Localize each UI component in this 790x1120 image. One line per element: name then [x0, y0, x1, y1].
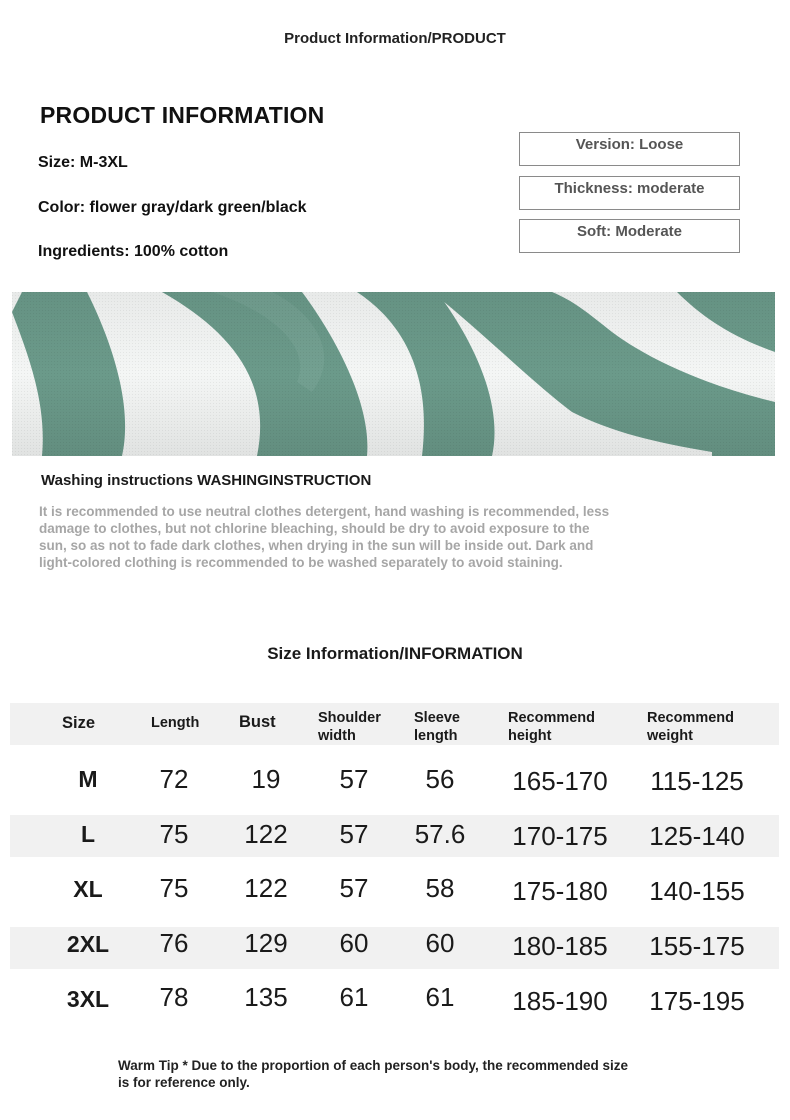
header-shoulder-width — [318, 709, 381, 745]
cell-weight: 115-125 — [650, 766, 744, 796]
cell-shoulder: 57 — [339, 873, 369, 903]
cell-weight: 155-175 — [649, 931, 745, 961]
attr-thickness — [519, 176, 740, 210]
attr-soft-label: Soft: Moderate — [577, 223, 682, 240]
cell-sleeve: 61 — [425, 982, 455, 1012]
cell-bust: 19 — [251, 764, 281, 794]
cell-shoulder: 60 — [339, 928, 369, 958]
header-bust: Bust — [239, 713, 276, 731]
cell-length: 78 — [159, 982, 189, 1012]
header-height-line2: height — [508, 728, 552, 744]
header-recommend-weight — [647, 709, 734, 745]
washing-line: damage to clothes, but not chlorine bleaching, should be dry to avoid exposure to the — [39, 521, 590, 536]
cell-bust: 129 — [244, 928, 288, 958]
header-height-line1: Recommend — [508, 710, 596, 726]
header-weight-line2: weight — [647, 728, 693, 744]
cell-weight: 140-155 — [649, 876, 745, 906]
warm-tip — [118, 1057, 698, 1091]
cell-sleeve: 60 — [425, 928, 455, 958]
header-size: Size — [62, 714, 96, 732]
warm-tip-line: Warm Tip * Due to the proportion of each person's body, the recommended size — [118, 1058, 629, 1073]
header-sleeve-line2: length — [414, 728, 458, 744]
header-sleeve-line1: Sleeve — [414, 710, 460, 726]
header-sleeve-length — [414, 709, 460, 745]
attr-version — [519, 132, 740, 166]
cell-height: 175-180 — [512, 876, 608, 906]
header-recommend-height — [508, 709, 595, 745]
washing-line: It is recommended to use neutral clothes detergent, hand washing is recommended, less — [39, 504, 610, 519]
cell-length: 75 — [159, 873, 189, 903]
page-title: Product Information/PRODUCT — [284, 30, 506, 47]
cell-shoulder: 61 — [339, 982, 369, 1012]
header-shoulder-line2: width — [318, 728, 356, 744]
cell-sleeve: 58 — [425, 873, 455, 903]
header-weight-line1: Recommend — [647, 710, 735, 726]
cell-length: 75 — [159, 819, 189, 849]
cell-size: M — [78, 766, 98, 792]
cell-bust: 122 — [244, 819, 288, 849]
attr-thickness-label: Thickness: moderate — [554, 180, 705, 197]
cell-size: XL — [73, 876, 103, 902]
washing-line: sun, so as not to fade dark clothes, when drying in the sun will be inside out. Dark and — [39, 538, 594, 553]
spec-color: Color: flower gray/dark green/black — [38, 199, 307, 216]
spec-size: Size: M-3XL — [38, 154, 128, 171]
cell-shoulder: 57 — [339, 764, 369, 794]
cell-shoulder: 57 — [339, 819, 369, 849]
spec-ingredients: Ingredients: 100% cotton — [38, 243, 229, 260]
cell-bust: 135 — [244, 982, 288, 1012]
washing-title: Washing instructions WASHINGINSTRUCTION — [41, 472, 372, 489]
product-heading: PRODUCT INFORMATION — [40, 102, 325, 128]
cell-weight: 175-195 — [649, 986, 745, 1016]
header-shoulder-line1: Shoulder — [318, 710, 381, 726]
cell-sleeve: 57.6 — [414, 819, 466, 849]
cell-height: 170-175 — [512, 821, 608, 851]
cell-weight: 125-140 — [649, 821, 745, 851]
cell-size: 2XL — [66, 931, 110, 957]
cell-sleeve: 56 — [425, 764, 455, 794]
cell-length: 76 — [159, 928, 189, 958]
cell-length: 72 — [159, 764, 189, 794]
cell-height: 180-185 — [512, 931, 608, 961]
attr-soft — [519, 219, 740, 253]
cell-height: 165-170 — [512, 766, 608, 796]
cell-size: L — [80, 821, 96, 847]
warm-tip-line: is for reference only. — [118, 1075, 250, 1090]
washing-body — [39, 503, 659, 571]
cell-bust: 122 — [244, 873, 288, 903]
cell-size: 3XL — [66, 986, 110, 1012]
washing-line: light-colored clothing is recommended to be washed separately to avoid staining. — [39, 555, 563, 570]
cell-height: 185-190 — [512, 986, 608, 1016]
attr-version-label: Version: Loose — [575, 136, 684, 153]
size-info-title: Size Information/INFORMATION — [267, 644, 523, 663]
header-length: Length — [151, 715, 200, 731]
fabric-photo — [12, 292, 775, 456]
